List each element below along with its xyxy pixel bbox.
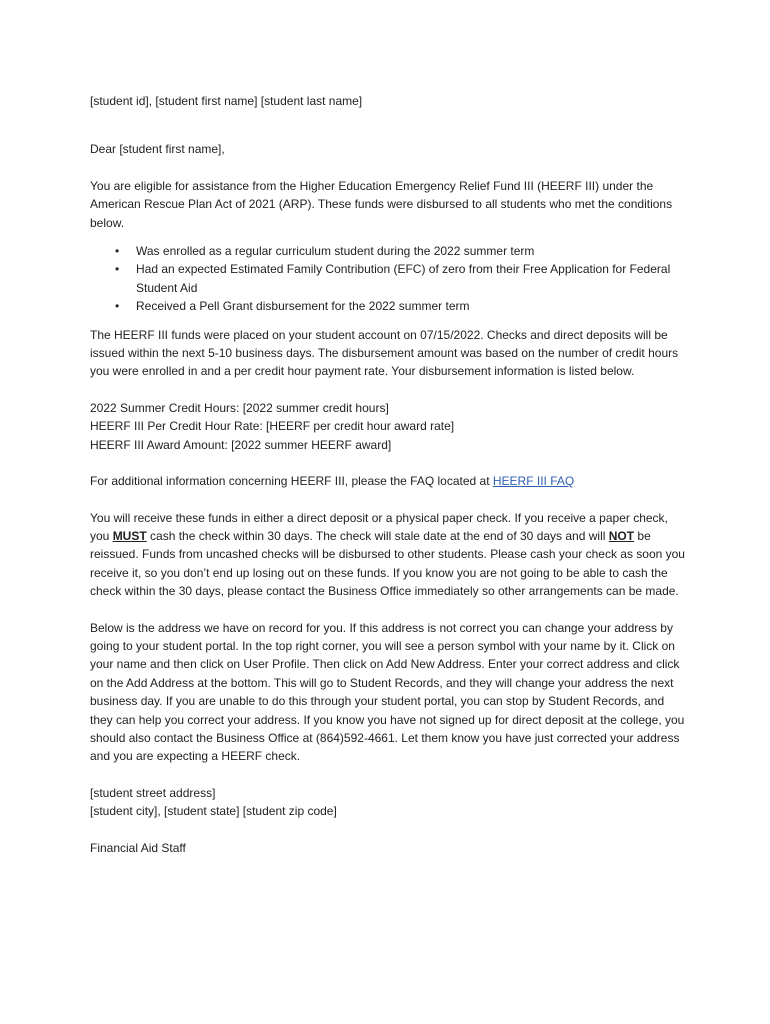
list-item-text: Had an expected Estimated Family Contribution (EFC) of zero from their Free Application for Federal Student Aid <box>136 262 671 295</box>
not-emphasis: NOT <box>608 528 635 543</box>
bullet-icon: • <box>115 299 120 314</box>
must-emphasis: MUST <box>112 528 147 543</box>
faq-line <box>90 472 690 490</box>
rate-line: HEERF III Per Credit Hour Rate: [HEERF per credit hour award rate] <box>90 419 455 434</box>
address-instructions-paragraph: Below is the address we have on record for you. If this address is not correct you can change your address by going to your student portal. In the top right corner, you will see a person symbol with your name by it. Click on your name and then click on User Profile. Then click on Add New Address. Enter your correct address and click on the Add Address at the bottom. This will go to Student Records, and they will change your address the next business day. If you are unable to do this through your student portal, you can stop by Student Records, and they can help you correct your address. If you know you have not signed up for direct deposit at the college, you should also contact the Business Office at (864)592-4661. Let them know you have just corrected your address and you are expecting a HEERF check. <box>90 620 685 764</box>
bullet-icon: • <box>115 262 120 277</box>
signature: Financial Aid Staff <box>90 840 186 855</box>
list-item-text: Received a Pell Grant disbursement for the 2022 summer term <box>136 299 470 314</box>
bullet-icon: • <box>115 244 120 259</box>
check-text-1: You will receive these funds in either a direct deposit or a physical paper check. If you receive a paper check, you <box>90 510 668 543</box>
list-item-text: Was enrolled as a regular curriculum student during the 2022 summer term <box>136 244 535 259</box>
heerf-faq-link[interactable]: HEERF III FAQ <box>492 474 575 489</box>
city-state-zip: [student city], [student state] [student zip code] <box>90 804 337 819</box>
credit-hours-line: 2022 Summer Credit Hours: [2022 summer credit hours] <box>90 400 389 415</box>
check-text-2: cash the check within 30 days. The check will stale date at the end of 30 days and will <box>146 528 609 543</box>
faq-text: For additional information concerning HEERF III, please the FAQ located at <box>90 474 493 489</box>
list-item <box>115 260 690 297</box>
conditions-list <box>90 242 690 316</box>
disbursement-details <box>90 399 690 454</box>
list-item <box>115 242 690 260</box>
student-id-name-line: [student id], [student first name] [student last name] <box>90 94 363 108</box>
salutation: Dear [student first name], <box>90 142 225 157</box>
street-address: [student street address] <box>90 785 216 800</box>
list-item <box>115 297 690 315</box>
student-address-block <box>90 784 690 821</box>
letter <box>90 92 690 857</box>
intro-paragraph: You are eligible for assistance from the Higher Education Emergency Relief Fund III (HEERF III) under the American Rescue Plan Act of 2021 (ARP). These funds were disbursed to all students who met the conditions below. <box>90 178 673 230</box>
disbursement-paragraph: The HEERF III funds were placed on your student account on 07/15/2022. Checks and direct deposits will be issued within the next 5-10 business days. The disbursement amount was based on the number of credit hours you were enrolled in and a per credit hour payment rate. Your disbursement information is listed below. <box>90 327 679 379</box>
check-paragraph <box>90 509 690 601</box>
check-text-3: be reissued. Funds from uncashed checks will be disbursed to other students. Please cash your check as soon you receive it, so you don’t end up losing out on these funds. If you know you are not going to be able to cash the check within the 30 days, please contact the Business Office immediately so other arrangements can be made. <box>90 528 685 599</box>
award-line: HEERF III Award Amount: [2022 summer HEERF award] <box>90 437 392 452</box>
